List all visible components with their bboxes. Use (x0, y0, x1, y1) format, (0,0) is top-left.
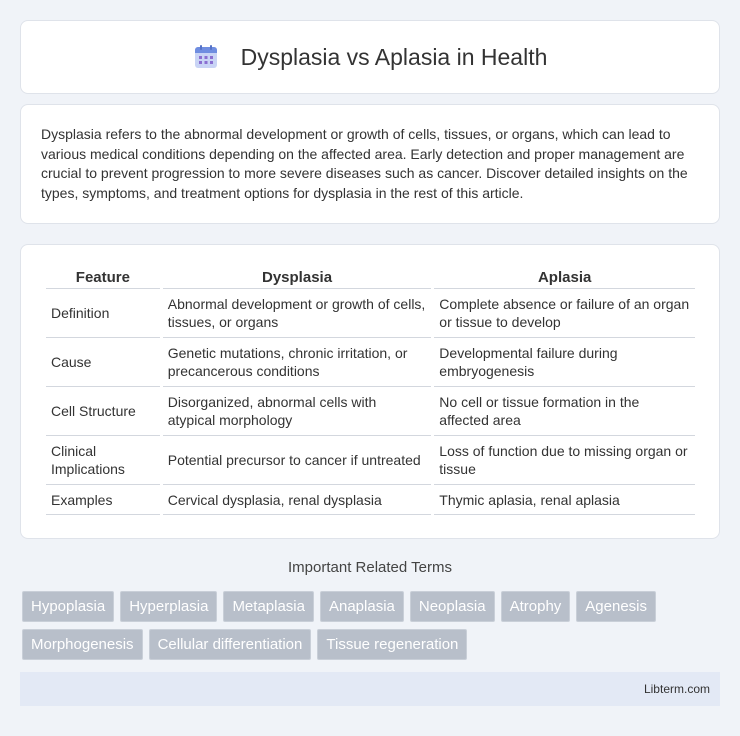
comparison-table-card (20, 244, 720, 539)
title-card (20, 20, 720, 94)
related-term-link[interactable]: Cellular differentiation (149, 629, 312, 660)
header-dysplasia: Dysplasia (163, 267, 432, 289)
related-terms-heading: Important Related Terms (288, 559, 452, 576)
related-term-link[interactable]: Atrophy (501, 591, 571, 622)
table-row (46, 289, 695, 338)
aplasia-cell: No cell or tissue formation in the affected area (434, 387, 695, 436)
dysplasia-cell: Genetic mutations, chronic irritation, or precancerous conditions (163, 338, 432, 387)
related-term-link[interactable]: Morphogenesis (22, 629, 143, 660)
related-term-link[interactable]: Agenesis (576, 591, 656, 622)
header-feature: Feature (46, 267, 160, 289)
aplasia-cell: Developmental failure during embryogenesis (434, 338, 695, 387)
related-terms-list (22, 591, 722, 660)
footer (20, 672, 720, 706)
dysplasia-cell: Disorganized, abnormal cells with atypical morphology (163, 387, 432, 436)
page-title: Dysplasia vs Aplasia in Health (240, 43, 548, 70)
feature-cell: Clinical Implications (46, 436, 160, 485)
related-term-link[interactable]: Hyperplasia (120, 591, 217, 622)
table-row (46, 485, 695, 515)
aplasia-cell: Loss of function due to missing organ or tissue (434, 436, 695, 485)
related-term-link[interactable]: Hypoplasia (22, 591, 114, 622)
table-header-row (46, 267, 695, 289)
table-row (46, 338, 695, 387)
aplasia-cell: Complete absence or failure of an organ or tissue to develop (434, 289, 695, 338)
dysplasia-cell: Abnormal development or growth of cells, tissues, or organs (163, 289, 432, 338)
dysplasia-cell: Potential precursor to cancer if untreated (163, 436, 432, 485)
feature-cell: Cause (46, 338, 160, 387)
feature-cell: Examples (46, 485, 160, 515)
intro-paragraph: Dysplasia refers to the abnormal development or growth of cells, tissues, or organs, which can lead to various medical conditions depending on the affected area. Early detection and proper management are crucial to prevent progression to more severe diseases such as cancer. Discover detailed insights on the types, symptoms, and treatment options for dysplasia in the rest of this article. (41, 126, 688, 201)
related-term-link[interactable]: Metaplasia (223, 591, 314, 622)
aplasia-cell: Thymic aplasia, renal aplasia (434, 485, 695, 515)
related-term-link[interactable]: Anaplasia (320, 591, 404, 622)
footer-site-link[interactable]: Libterm.com (643, 682, 710, 696)
feature-cell: Cell Structure (46, 387, 160, 436)
table-row (46, 387, 695, 436)
header-aplasia: Aplasia (434, 267, 695, 289)
related-term-link[interactable]: Neoplasia (410, 591, 495, 622)
dysplasia-cell: Cervical dysplasia, renal dysplasia (163, 485, 432, 515)
related-term-link[interactable]: Tissue regeneration (317, 629, 467, 660)
intro-card (20, 104, 720, 224)
feature-cell: Definition (46, 289, 160, 338)
table-row (46, 436, 695, 485)
calendar-icon (193, 44, 219, 70)
comparison-table (43, 267, 698, 515)
